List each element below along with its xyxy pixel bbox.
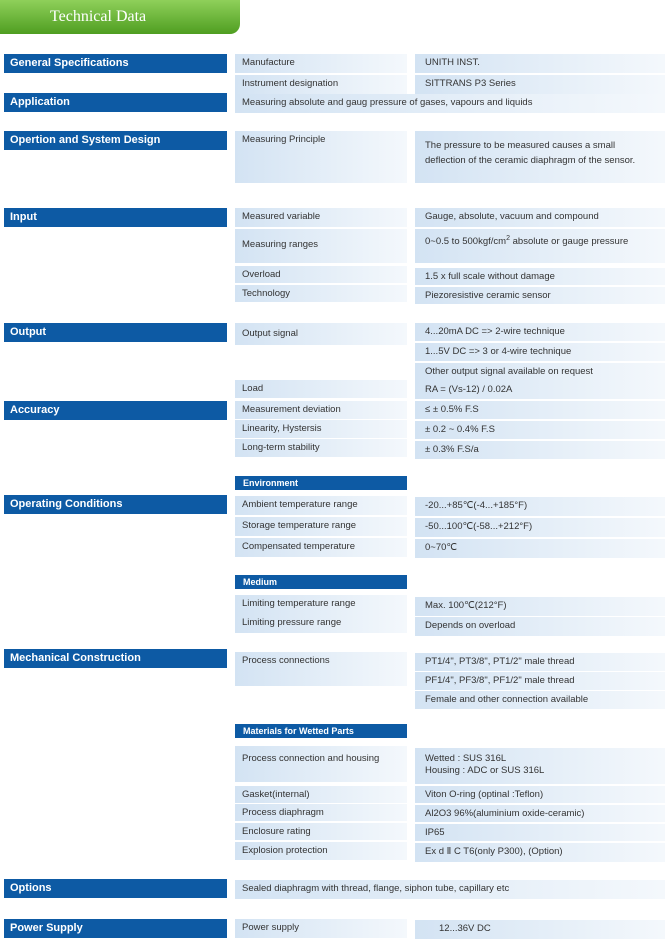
manufacture-value: UNITH INST. [415, 54, 665, 73]
limit-press-label: Limiting pressure range [235, 614, 407, 633]
options-text: Sealed diaphragm with thread, flange, siphon tube, capillary etc [235, 880, 665, 899]
output-signal-2: 1...5V DC => 3 or 4-wire technique [415, 343, 665, 361]
designation-value: SITTRANS P3 Series [415, 75, 665, 94]
explosion-value: Ex d Ⅱ C T6(only P300), (Option) [415, 843, 665, 862]
gasket-value: Viton O-ring (optinal :Teflon) [415, 786, 665, 803]
connection-pt: PT1/4", PT3/8", PT1/2" male thread [415, 653, 665, 671]
measuring-ranges-label: Measuring ranges [235, 229, 407, 263]
housing-body: Housing : ADC or SUS 316L [425, 765, 545, 777]
stability-value: ± 0.3% F.S/a [415, 441, 665, 459]
output-signal-1: 4...20mA DC => 2-wire technique [415, 323, 665, 341]
power-supply-value: 12...36V DC [415, 920, 665, 939]
enclosure-label: Enclosure rating [235, 823, 407, 840]
load-label: Load [235, 380, 407, 398]
ambient-label: Ambient temperature range [235, 496, 407, 515]
overload-label: Overload [235, 266, 407, 283]
storage-value: -50...100℃(-58...+212°F) [415, 518, 665, 537]
section-power-supply: Power Supply [4, 919, 227, 938]
output-signal-label: Output signal [235, 323, 407, 345]
deviation-label: Measurement deviation [235, 401, 407, 419]
designation-label: Instrument designation [235, 75, 407, 94]
process-connections-label: Process connections [235, 652, 407, 686]
subsection-environment: Environment [235, 476, 407, 490]
diaphragm-label: Process diaphragm [235, 804, 407, 821]
principle-label: Measuring Principle [235, 131, 407, 183]
housing-wetted: Wetted : SUS 316L [425, 753, 507, 764]
housing-label: Process connection and housing [235, 746, 407, 782]
section-input: Input [4, 208, 227, 227]
section-general-specifications: General Specifications [4, 54, 227, 73]
section-options: Options [4, 879, 227, 898]
subsection-materials: Materials for Wetted Parts [235, 724, 407, 738]
linearity-label: Linearity, Hystersis [235, 420, 407, 438]
compensated-value: 0~70℃ [415, 539, 665, 558]
housing-value [415, 748, 665, 784]
page-banner: Technical Data [0, 0, 240, 34]
section-mechanical-construction: Mechanical Construction [4, 649, 227, 668]
application-text: Measuring absolute and gaug pressure of gases, vapours and liquids [235, 94, 665, 113]
section-operation-system-design: Opertion and System Design [4, 131, 227, 150]
limit-temp-label: Limiting temperature range [235, 595, 407, 614]
output-signal-3: Other output signal available on request [415, 363, 665, 381]
section-output: Output [4, 323, 227, 342]
measured-variable-label: Measured variable [235, 208, 407, 227]
principle-value: The pressure to be measured causes a small deflection of the ceramic diaphragm of the sensor. [415, 131, 665, 183]
explosion-label: Explosion protection [235, 842, 407, 860]
limit-press-value: Depends on overload [415, 617, 665, 636]
connection-female: Female and other connection available [415, 691, 665, 709]
subsection-medium: Medium [235, 575, 407, 589]
manufacture-label: Manufacture [235, 54, 407, 73]
diaphragm-value: Al2O3 96%(aluminium oxide-ceramic) [415, 805, 665, 822]
technology-value: Piezoresistive ceramic sensor [415, 287, 665, 304]
ambient-value: -20...+85℃(-4...+185°F) [415, 497, 665, 516]
deviation-value: ≤ ± 0.5% F.S [415, 401, 665, 419]
power-supply-label: Power supply [235, 919, 407, 938]
section-accuracy: Accuracy [4, 401, 227, 420]
limit-temp-value: Max. 100℃(212°F) [415, 597, 665, 616]
measured-variable-value: Gauge, absolute, vacuum and compound [415, 208, 665, 227]
technology-label: Technology [235, 285, 407, 302]
load-value: RA = (Vs-12) / 0.02A [415, 381, 665, 399]
section-application: Application [4, 93, 227, 112]
compensated-label: Compensated temperature [235, 538, 407, 557]
section-operating-conditions: Operating Conditions [4, 495, 227, 514]
overload-value: 1.5 x full scale without damage [415, 268, 665, 285]
storage-label: Storage temperature range [235, 517, 407, 536]
linearity-value: ± 0.2 ~ 0.4% F.S [415, 421, 665, 439]
connection-pf: PF1/4", PF3/8", PF1/2" male thread [415, 672, 665, 690]
measuring-ranges-value: 0~0.5 to $500kgf/cm^2$ absolute or gauge pressure [415, 229, 665, 263]
gasket-label: Gasket(internal) [235, 786, 407, 803]
enclosure-value: IP65 [415, 824, 665, 841]
stability-label: Long-term stability [235, 439, 407, 457]
